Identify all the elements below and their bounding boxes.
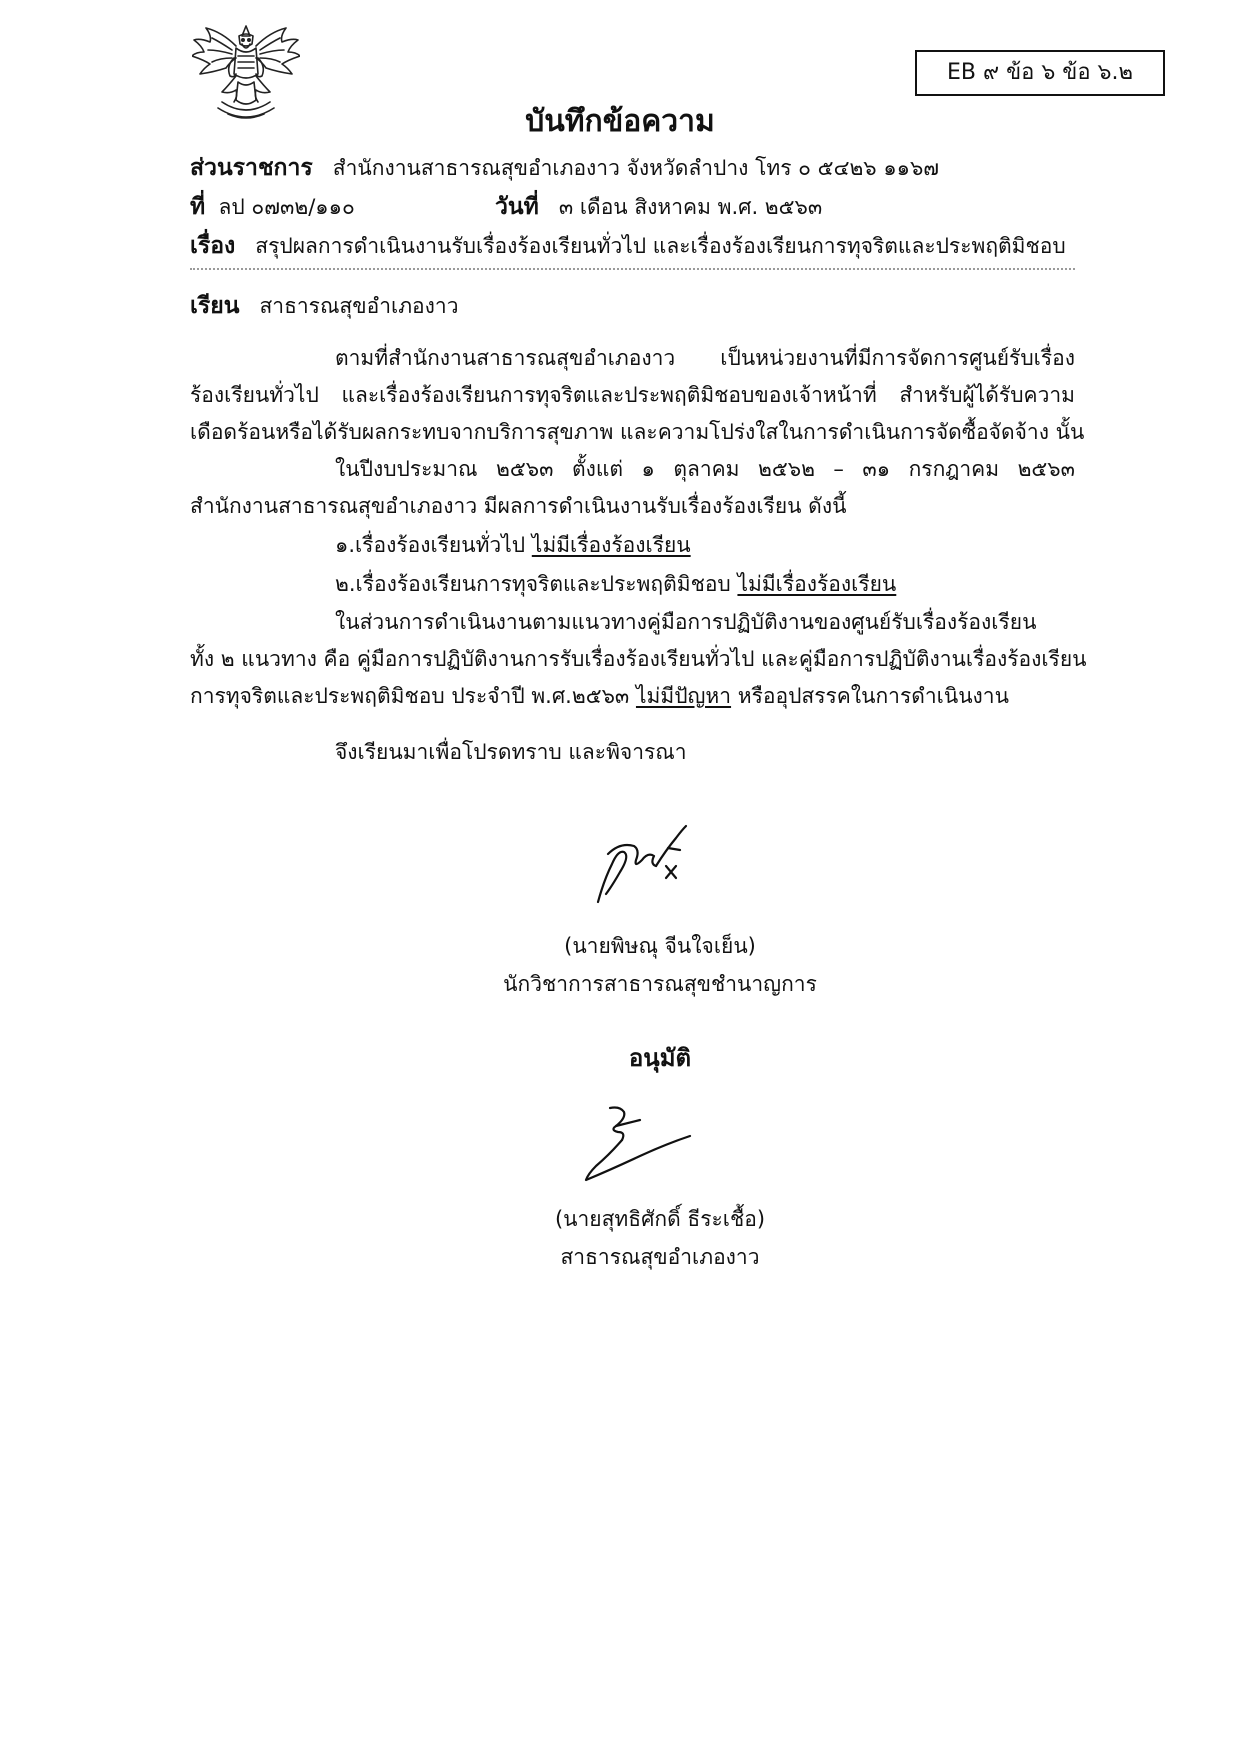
- body-text: ทั้ง ๒ แนวทาง คือ คู่มือการปฏิบัติงานการรับเรื่องร้องเรียนทั่วไป และคู่มือการปฏิบัติงานเรื่องร้องเรียน: [190, 647, 1087, 671]
- reference-box: EB ๙ ข้อ ๖ ข้อ ๖.๒: [915, 50, 1165, 96]
- signature-2-icon: [580, 1100, 700, 1190]
- date-line: [495, 189, 822, 225]
- body-text: สำนักงานสาธารณสุขอำเภองาว มีผลการดำเนินงานรับเรื่องร้องเรียน ดังนี้: [190, 494, 847, 518]
- subject-value: สรุปผลการดำเนินงานรับเรื่องร้องเรียนทั่วไป และเรื่องร้องเรียนการทุจริตและประพฤติมิชอบ: [255, 234, 1066, 258]
- body-text-underlined: ไม่มีปัญหา: [635, 684, 732, 708]
- body-text: ในส่วนการดำเนินงานตามแนวทางคู่มือการปฏิบัติงานของศูนย์รับเรื่องร้องเรียน: [335, 610, 1037, 634]
- ref-value: ลป ๐๗๓๒/๑๑๐: [218, 195, 355, 219]
- date-value: ๓ เดือน สิงหาคม พ.ศ. ๒๕๖๓: [558, 195, 823, 219]
- list-item: [335, 529, 691, 562]
- header-separator: [190, 268, 1075, 270]
- body-text: [190, 680, 1009, 713]
- body-text-part: หรืออุปสรรคในการดำเนินงาน: [731, 684, 1009, 708]
- to-value: สาธารณสุขอำเภองาว: [259, 294, 459, 318]
- agency-label: ส่วนราชการ: [190, 155, 313, 181]
- to-label: เรียน: [190, 293, 240, 319]
- item-result: ไม่มีเรื่องร้องเรียน: [531, 533, 691, 557]
- approval-label: อนุมัติ: [628, 1044, 692, 1072]
- body-text: ตามที่สำนักงานสาธารณสุขอำเภองาว เป็นหน่วยงานที่มีการจัดการศูนย์รับเรื่อง: [335, 346, 1075, 370]
- signer-2-name: (นายสุทธิศักดิ์ ธีระเชื้อ): [554, 1207, 766, 1231]
- salutation-line: [190, 288, 458, 324]
- item-result: ไม่มีเรื่องร้องเรียน: [737, 572, 897, 596]
- date-label: วันที่: [495, 194, 539, 220]
- body-text: ร้องเรียนทั่วไป และเรื่องร้องเรียนการทุจริตและประพฤติมิชอบของเจ้าหน้าที่ สำหรับผู้ได้รับความ: [190, 383, 1075, 407]
- body-text: เดือดร้อนหรือได้รับผลกระทบจากบริการสุขภาพ และความโปร่งใสในการดำเนินการจัดซื้อจัดจ้าง นั้น: [190, 420, 1085, 444]
- ref-line: [190, 189, 355, 225]
- list-item: [335, 568, 896, 601]
- subject-label: เรื่อง: [190, 233, 236, 259]
- signer-1-position: นักวิชาการสาธารณสุขชำนาญการ: [503, 972, 817, 996]
- subject-line: [190, 228, 1066, 264]
- signer-2-position: สาธารณสุขอำเภองาว: [560, 1245, 760, 1269]
- body-text: ในปีงบประมาณ ๒๕๖๓ ตั้งแต่ ๑ ตุลาคม ๒๕๖๒ – ๓๑ กรกฎาคม ๒๕๖๓: [335, 457, 1075, 481]
- body-text-part: การทุจริตและประพฤติมิชอบ ประจำปี พ.ศ.๒๕๖๓: [190, 684, 636, 708]
- signature-1-icon: [590, 820, 700, 910]
- signer-1-name: (นายพิษณุ จีนใจเย็น): [564, 934, 756, 958]
- agency-value: สำนักงานสาธารณสุขอำเภองาว จังหวัดลำปาง โทร ๐ ๕๔๒๖ ๑๑๖๗: [332, 156, 940, 180]
- agency-line: [190, 150, 939, 186]
- item-text: ๒.เรื่องร้องเรียนการทุจริตและประพฤติมิชอบ: [335, 572, 738, 596]
- item-text: ๑.เรื่องร้องเรียนทั่วไป: [335, 533, 532, 557]
- closing-text: จึงเรียนมาเพื่อโปรดทราบ และพิจารณา: [335, 740, 687, 764]
- memo-title: บันทึกข้อความ: [525, 104, 715, 139]
- ref-label: ที่: [190, 194, 206, 220]
